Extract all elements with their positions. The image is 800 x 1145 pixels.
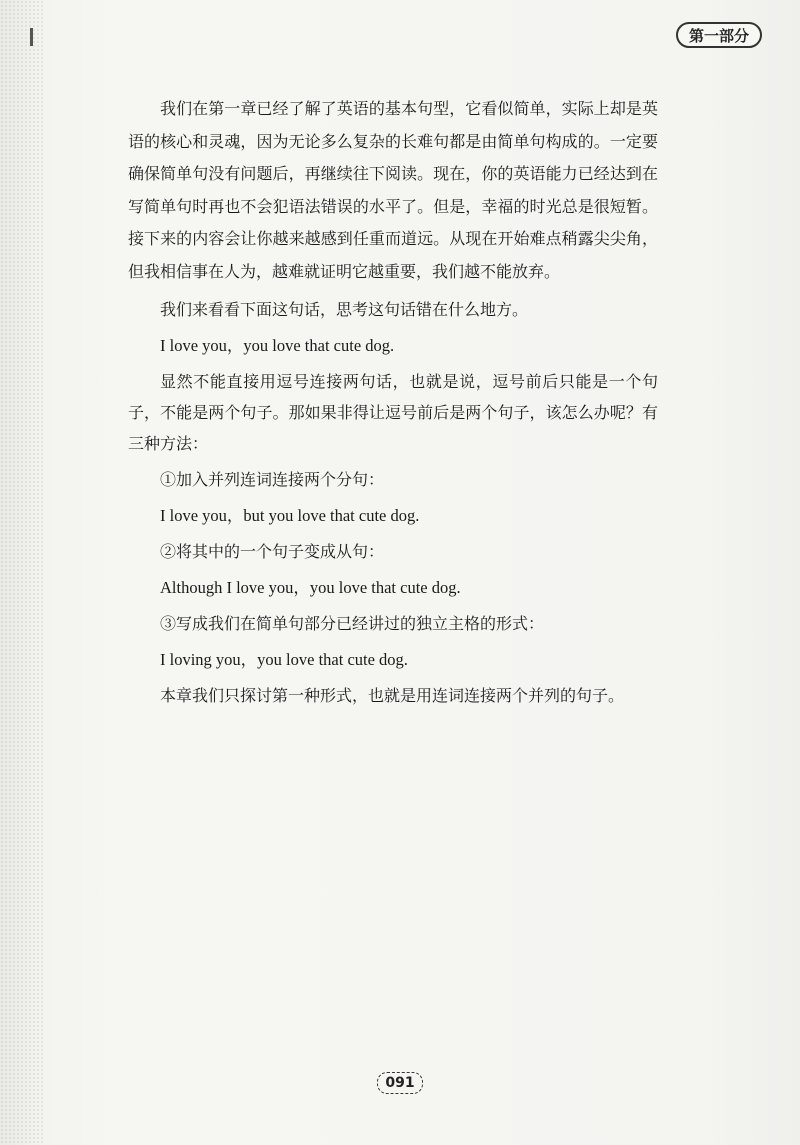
intro-paragraph: 我们在第一章已经了解了英语的基本句型，它看似简单，实际上却是英语的核心和灵魂，因为无论多么复杂的长难句都是由简单句构成的。一定要确保简单句没有问题后，再继续往下阅读。现在，你的英语能力已经达到在写简单句时再也不会犯语法错误的水平了。但是，幸福的时光总是很短暂。接下来的内容会让你越来越感到任重而道远。从现在开始难点稍露尖尖角，但我相信事在人为，越难就证明它越重要，我们越不能放弃。 (128, 99, 658, 281)
method-3-example: I loving you，you love that cute dog. (160, 650, 408, 669)
main-text (128, 93, 658, 716)
method-2-example: Although I love you，you love that cute dog. (160, 578, 461, 597)
method-3-heading: ③写成我们在简单句部分已经讲过的独立主格的形式： (160, 614, 545, 633)
example-wrong-sentence: I love you，you love that cute dog. (160, 336, 395, 355)
prompt-line: 我们来看看下面这句话，思考这句话错在什么地方。 (160, 300, 529, 319)
page-number: 091 (377, 1072, 423, 1094)
method-1-heading: ①加入并列连词连接两个分句： (160, 470, 385, 489)
binding-mark (30, 28, 33, 46)
closing-line: 本章我们只探讨第一种形式，也就是用连词连接两个并列的句子。 (160, 686, 625, 705)
method-2-heading: ②将其中的一个句子变成从句： (160, 542, 385, 561)
page-binding-edge (0, 0, 44, 1145)
explanation-paragraph: 显然不能直接用逗号连接两句话，也就是说，逗号前后只能是一个句子，不能是两个句子。那如果非得让逗号前后是两个句子，该怎么办呢？有三种方法： (128, 372, 658, 453)
section-badge: 第一部分 (676, 22, 762, 48)
method-1-example: I love you，but you love that cute dog. (160, 506, 420, 525)
